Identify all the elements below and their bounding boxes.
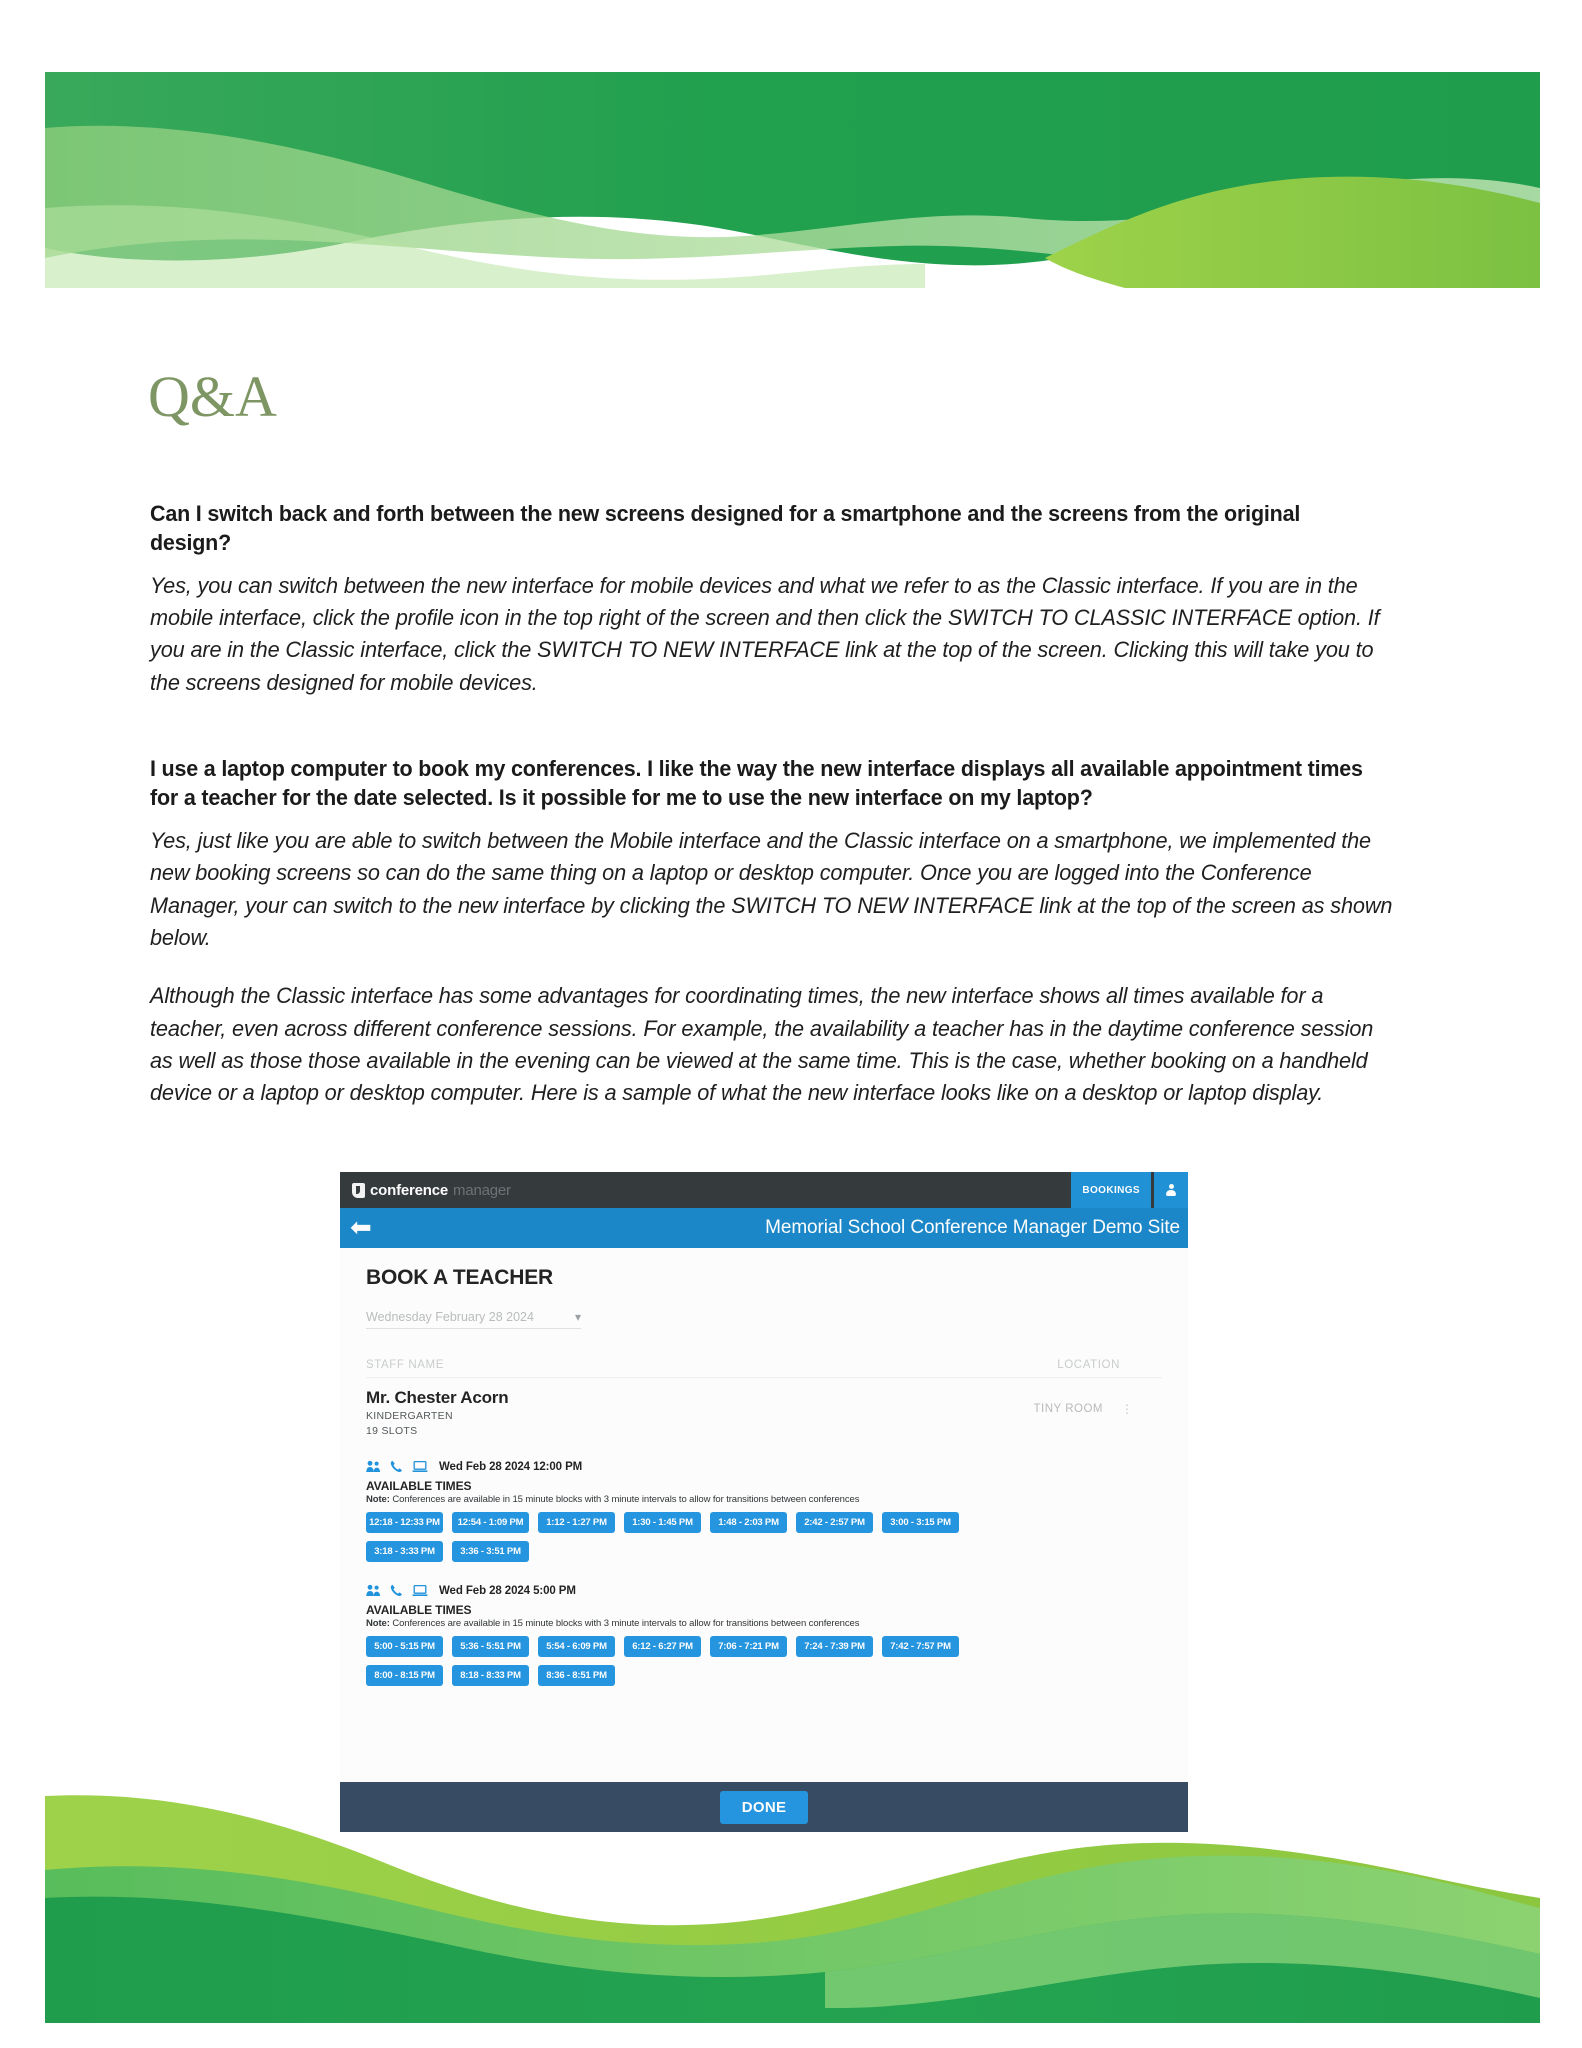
- time-slot[interactable]: 8:00 - 8:15 PM: [366, 1665, 443, 1686]
- kebab-menu-icon[interactable]: ⋮: [1121, 1402, 1134, 1416]
- laptop-icon: [412, 1460, 428, 1473]
- done-button[interactable]: DONE: [720, 1791, 809, 1824]
- session-note-text: Conferences are available in 15 minute blocks with 3 minute intervals to allow for transitions between conferences: [389, 1494, 860, 1506]
- teacher-info: [366, 1388, 508, 1438]
- time-slot[interactable]: 3:36 - 3:51 PM: [452, 1541, 529, 1562]
- time-slot[interactable]: 5:00 - 5:15 PM: [366, 1636, 443, 1657]
- app-topbar-actions: [1071, 1172, 1188, 1208]
- profile-button[interactable]: [1154, 1172, 1188, 1208]
- time-slot[interactable]: 7:24 - 7:39 PM: [796, 1636, 873, 1657]
- time-slot[interactable]: 8:18 - 8:33 PM: [452, 1665, 529, 1686]
- time-slot[interactable]: 7:42 - 7:57 PM: [882, 1636, 959, 1657]
- bookings-button[interactable]: BOOKINGS: [1071, 1172, 1151, 1208]
- session-note-prefix: Note:: [366, 1618, 390, 1630]
- question-1: Can I switch back and forth between the new screens designed for a smartphone and the screens from the original design?: [150, 501, 1301, 555]
- logo-text-primary: conference: [370, 1181, 449, 1199]
- footer-wave-decoration: [45, 1758, 1540, 2023]
- session-note: [366, 1494, 1162, 1505]
- time-slot-list-evening: [366, 1636, 986, 1686]
- time-slot-list-daytime: [366, 1512, 986, 1562]
- time-slot[interactable]: 2:42 - 2:57 PM: [796, 1512, 873, 1533]
- session-header: [366, 1584, 1162, 1597]
- column-header-staff-name: STAFF NAME: [366, 1359, 444, 1371]
- logo-text-secondary: manager: [453, 1181, 511, 1199]
- laptop-icon: [412, 1584, 428, 1597]
- session-datetime: Wed Feb 28 2024 5:00 PM: [439, 1584, 576, 1597]
- session-daytime: [366, 1460, 1162, 1562]
- teacher-location-cell: [1034, 1402, 1134, 1416]
- time-slot[interactable]: 1:12 - 1:27 PM: [538, 1512, 615, 1533]
- embedded-app-screenshot: [340, 1172, 1188, 1832]
- teacher-grade: KINDERGARTEN: [366, 1410, 453, 1422]
- book-a-teacher-heading: BOOK A TEACHER: [366, 1266, 553, 1289]
- available-times-label: AVAILABLE TIMES: [366, 1479, 472, 1494]
- column-header-location: LOCATION: [1057, 1359, 1120, 1371]
- time-slot[interactable]: 1:48 - 2:03 PM: [710, 1512, 787, 1533]
- header-wave-svg: [45, 58, 1540, 288]
- header-wave-decoration: [45, 58, 1540, 288]
- session-note-text: Conferences are available in 15 minute blocks with 3 minute intervals to allow for transitions between conferences: [389, 1618, 860, 1630]
- profile-icon: [1165, 1184, 1177, 1196]
- time-slot[interactable]: 1:30 - 1:45 PM: [624, 1512, 701, 1533]
- back-arrow-icon[interactable]: ⬅: [350, 1212, 372, 1242]
- teacher-slot-count: 19 SLOTS: [366, 1425, 418, 1438]
- answer-1-paragraph-1: Yes, you can switch between the new interface for mobile devices and what we refer to as the Classic interface. If you are in the mobile interface, click the profile icon in the top right of the screen and then click the SWITCH TO CLASSIC INTERFACE option. If you are in the Classic interface, click the SWITCH TO NEW INTERFACE link at the top of the screen. Clicking this will take you to the screens designed for mobile devices.: [150, 572, 1380, 695]
- phone-icon: [390, 1460, 403, 1473]
- time-slot[interactable]: 6:12 - 6:27 PM: [624, 1636, 701, 1657]
- question-2: I use a laptop computer to book my conferences. I like the way the new interface displays all available appointment times for a teacher for the date selected. Is it possible for me to use the new interface on my laptop?: [150, 756, 1363, 810]
- session-header: [366, 1460, 1162, 1473]
- group-icon: [366, 1460, 381, 1473]
- answer-2-paragraph-1: Yes, just like you are able to switch between the Mobile interface and the Classic interface on a smartphone, we implemented the new booking screens so can do the same thing on a laptop or desktop computer. Once you are logged into the Conference Manager, your can switch to the new interface by clicking the SWITCH TO NEW INTERFACE link at the top of the screen as shown below.: [150, 827, 1393, 950]
- teacher-location: TINY ROOM: [1033, 1403, 1103, 1415]
- group-icon: [366, 1584, 381, 1597]
- app-title-bar: [340, 1208, 1188, 1248]
- time-slot[interactable]: 12:54 - 1:09 PM: [452, 1512, 529, 1533]
- answer-2-paragraph-2: Although the Classic interface has some advantages for coordinating times, the new interface shows all times available for a teacher, even across different conference sessions. For example, the availability a teacher has in the daytime conference session as well as those those available in the evening can be viewed at the same time. This is the case, whether booking on a handheld device or a laptop or desktop computer. Here is a sample of what the new interface looks like on a desktop or laptop display.: [150, 983, 1374, 1106]
- session-note-prefix: Note:: [366, 1494, 390, 1506]
- session-evening: [366, 1584, 1162, 1686]
- time-slot[interactable]: 3:18 - 3:33 PM: [366, 1541, 443, 1562]
- page-title: Q&A: [148, 364, 277, 429]
- time-slot[interactable]: 8:36 - 8:51 PM: [538, 1665, 615, 1686]
- footer-wave-svg: [45, 1758, 1540, 2023]
- time-slot[interactable]: 5:36 - 5:51 PM: [452, 1636, 529, 1657]
- teacher-row[interactable]: [366, 1378, 1162, 1438]
- time-slot[interactable]: 5:54 - 6:09 PM: [538, 1636, 615, 1657]
- phone-icon: [390, 1584, 403, 1597]
- time-slot[interactable]: 7:06 - 7:21 PM: [710, 1636, 787, 1657]
- app-topbar: [340, 1172, 1188, 1208]
- chevron-down-icon: ▾: [574, 1310, 581, 1324]
- date-selector[interactable]: [366, 1310, 581, 1329]
- time-slot[interactable]: 12:18 - 12:33 PM: [366, 1512, 443, 1533]
- app-body: [340, 1248, 1188, 1796]
- time-slot[interactable]: 3:00 - 3:15 PM: [882, 1512, 959, 1533]
- session-note: [366, 1618, 1162, 1629]
- available-times-label: AVAILABLE TIMES: [366, 1603, 472, 1618]
- section-spacer: [150, 725, 1438, 755]
- site-title: Memorial School Conference Manager Demo Site: [765, 1217, 1180, 1238]
- qa-content: [150, 500, 1438, 1136]
- table-column-headers: [366, 1359, 1162, 1378]
- teacher-name: Mr. Chester Acorn: [366, 1388, 509, 1407]
- conference-manager-logo-icon: [352, 1183, 365, 1198]
- date-selector-value: Wednesday February 28 2024: [366, 1310, 534, 1324]
- app-logo: [352, 1182, 511, 1199]
- session-datetime: Wed Feb 28 2024 12:00 PM: [439, 1460, 583, 1473]
